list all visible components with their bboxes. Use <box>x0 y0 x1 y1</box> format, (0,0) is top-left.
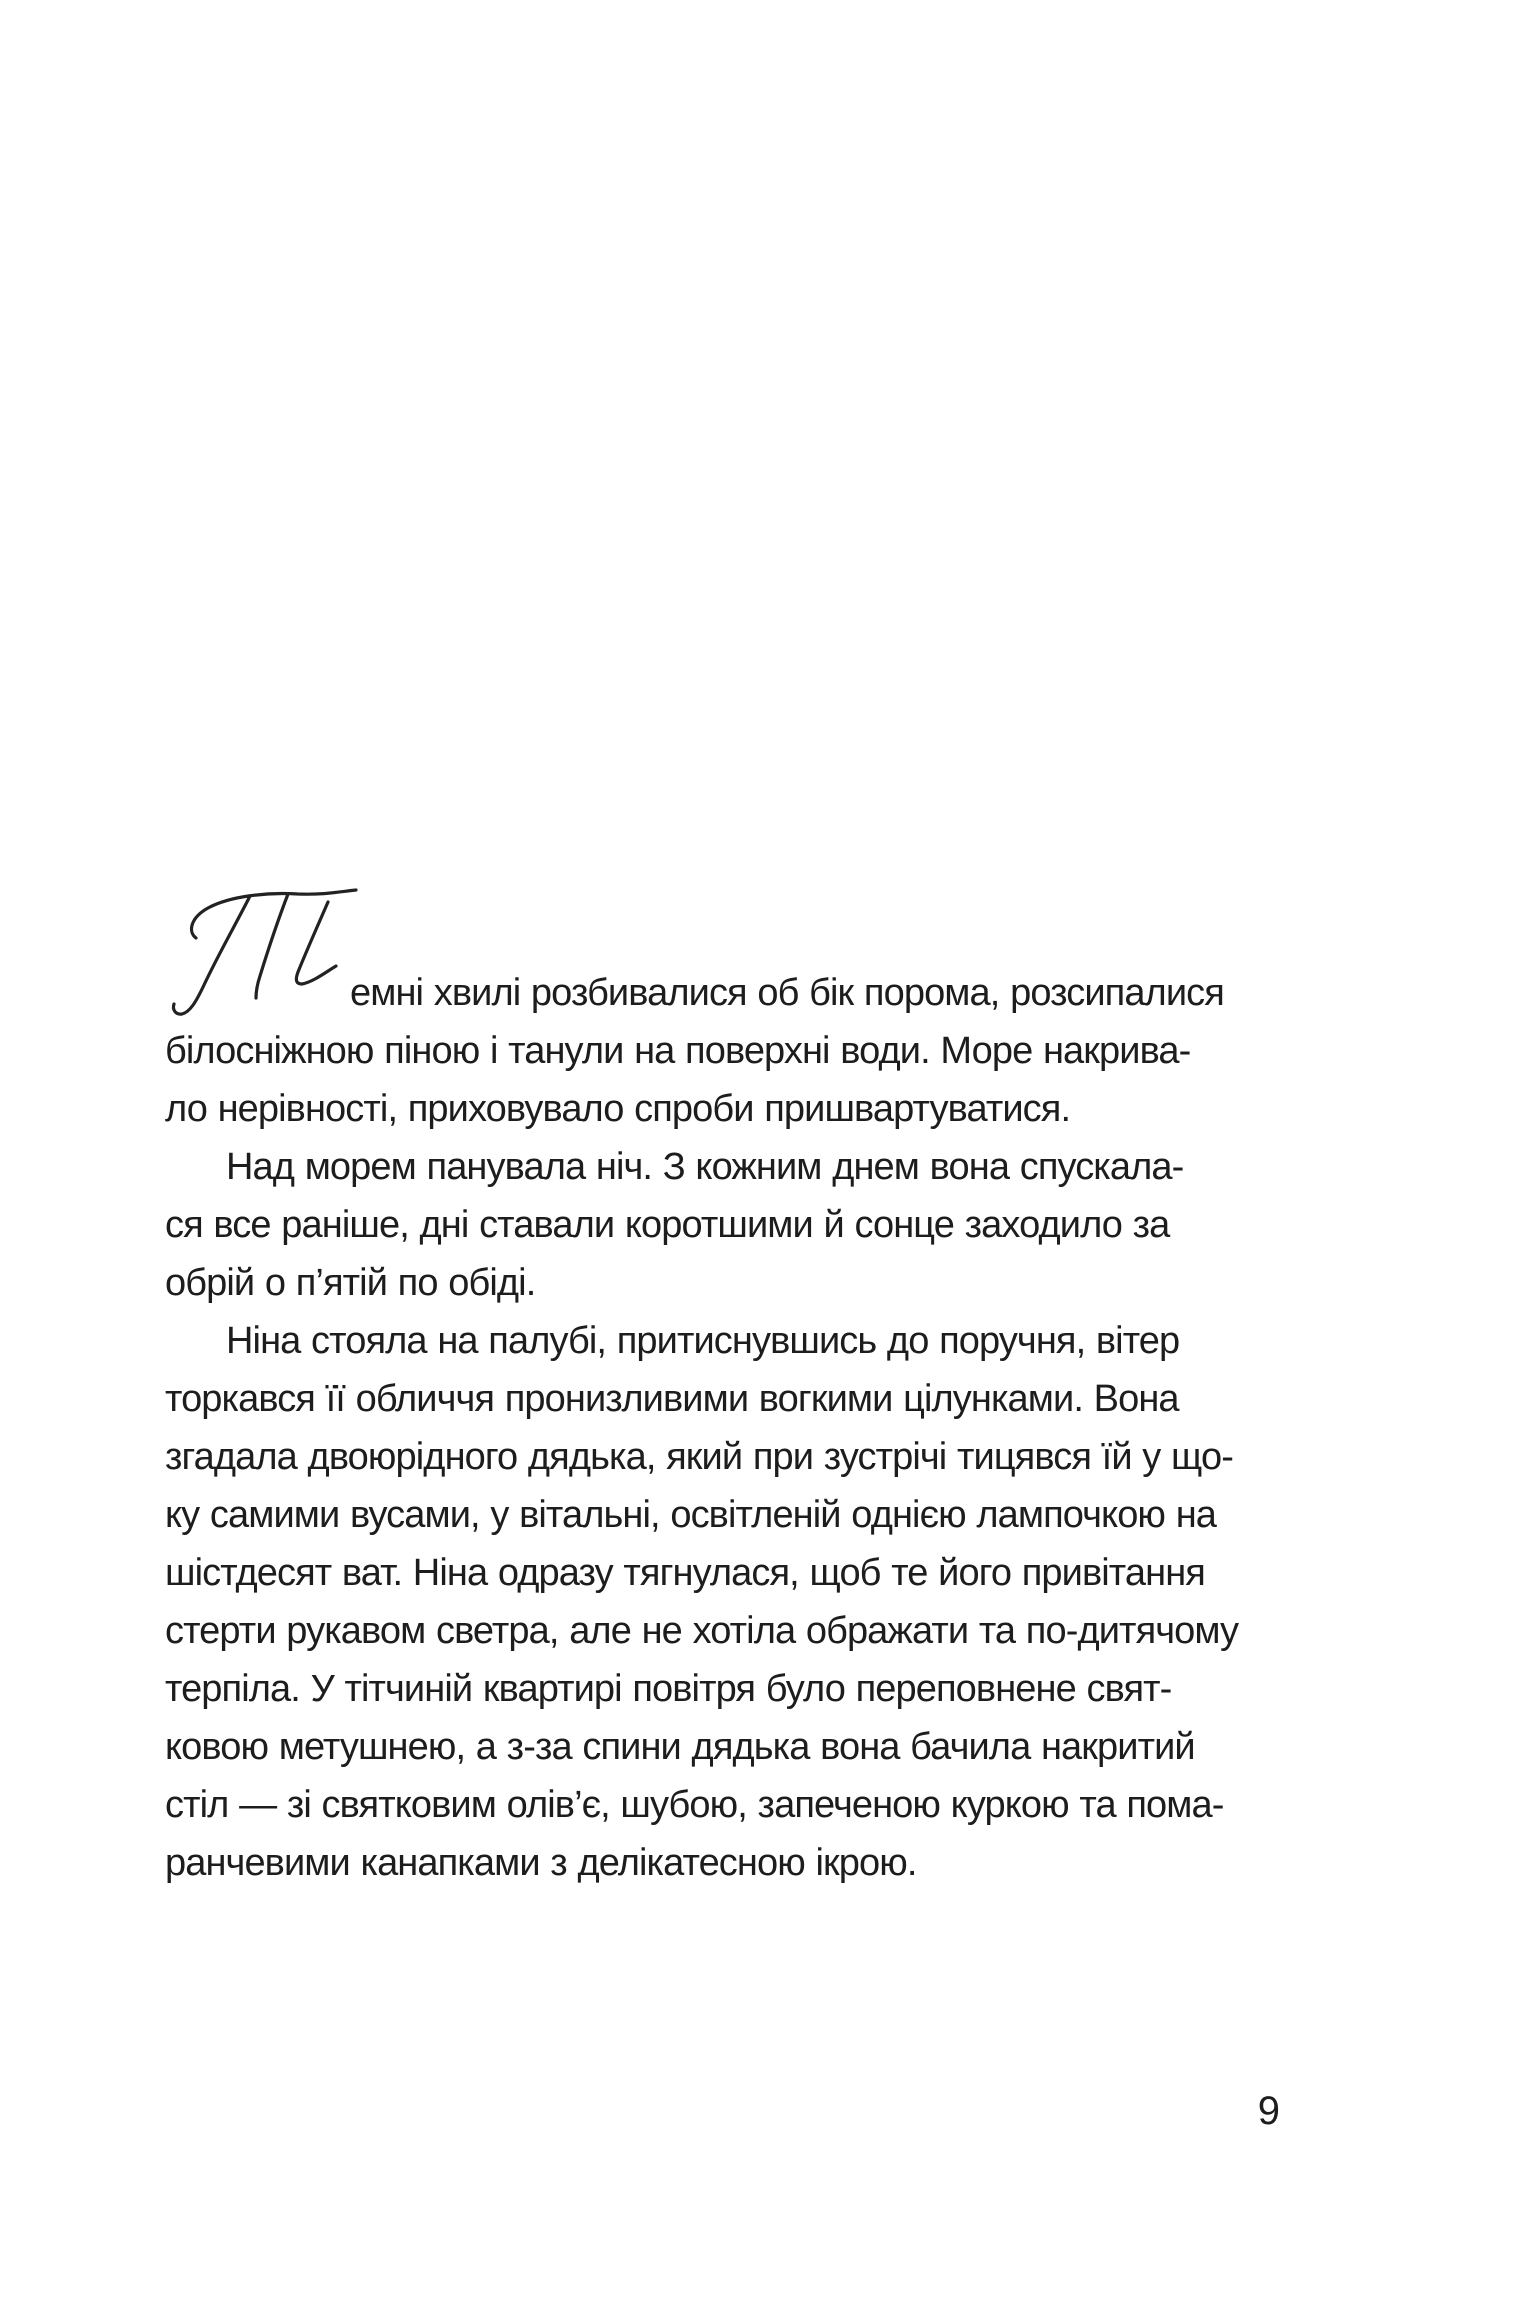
text-line: терпіла. У тітчиній квартирі повітря було переповнене свят- <box>165 1668 1172 1710</box>
text-line: емні хвилі розбивалися об бік порома, розсипалися <box>350 972 1224 1014</box>
text-line: обрій о п’ятій по обіді. <box>165 1262 536 1304</box>
text-line: торкався її обличчя пронизливими вогкими цілунками. Вона <box>165 1378 1179 1420</box>
text-line: білосніжною піною і танули на поверхні води. Море накрива- <box>165 1030 1191 1072</box>
text-line: стіл — зі святковим олів’є, шубою, запеченою куркою та пома- <box>165 1784 1224 1826</box>
text-line: Ніна стояла на палубі, притиснувшись до поручня, вітер <box>226 1320 1180 1362</box>
text-line: стерти рукавом светра, але не хотіла ображати та по-дитячому <box>165 1610 1239 1652</box>
text-line: шістдесят ват. Ніна одразу тягнулася, щоб те його привітання <box>165 1552 1205 1594</box>
text-line: ранчевими канапками з делікатесною ікрою. <box>165 1842 917 1884</box>
text-line: ковою метушнею, а з-за спини дядька вона бачила накритий <box>165 1726 1195 1768</box>
text-line: ку самими вусами, у вітальні, освітленій однією лампочкою на <box>165 1494 1217 1536</box>
text-line: Над морем панувала ніч. З кожним днем вона спускала- <box>226 1146 1184 1188</box>
text-line: згадала двоюрідного дядька, який при зустрічі тицявся їй у що- <box>165 1436 1233 1478</box>
page-number: 9 <box>1257 2089 1280 2133</box>
drop-cap <box>168 880 358 1025</box>
script-t-drop-cap-icon <box>168 880 358 1025</box>
text-line: ло нерівності, приховувало спроби пришвартуватися. <box>165 1088 1071 1130</box>
text-line: ся все раніше, дні ставали коротшими й сонце заходило за <box>165 1204 1170 1246</box>
